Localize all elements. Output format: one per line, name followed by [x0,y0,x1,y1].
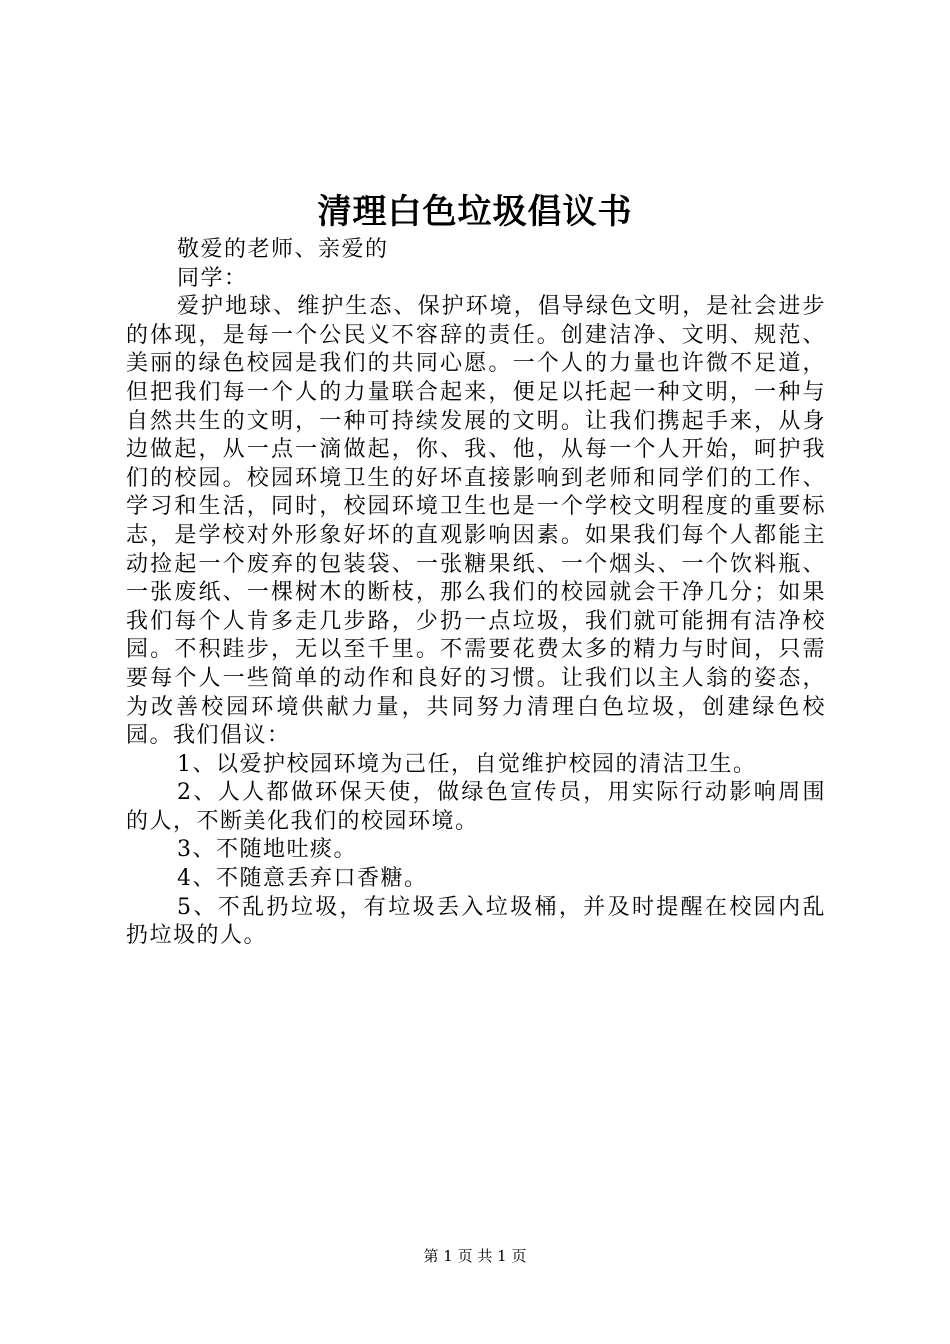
proposal-item-1: 1、以爱护校园环境为己任，自觉维护校园的清洁卫生。 [177,751,757,777]
document-title: 清理白色垃圾倡议书 [317,192,633,232]
salutation-line-1: 敬爱的老师、亲爱的 [177,237,389,262]
page-footer: 第 1 页 共 1 页 [423,1247,527,1265]
proposal-item-5: 5、不乱扔垃圾，有垃圾丢入垃圾桶，并及时提醒在校园内乱扔垃圾的人。 [126,894,826,949]
salutation-line-2: 同学： [177,265,248,291]
proposal-item-4: 4、不随意丢弃口香糖。 [177,866,428,892]
document-body [126,236,826,951]
proposal-item-2: 2、人人都做环保天使，做绿色宣传员，用实际行动影响周围的人，不断美化我们的校园环境。 [126,780,826,834]
proposal-item-3: 3、不随地吐痰。 [177,837,357,863]
main-paragraph: 爱护地球、维护生态、保护环境，倡导绿色文明，是社会进步的体现，是每一个公民义不容辞的责任。创建洁净、文明、规范、美丽的绿色校园是我们的共同心愿。一个人的力量也许微不足道，但把我们每一个人的力量联合起来，便足以托起一种文明，一种与自然共生的文明，一种可持续发展的文明。让我们携起手来，从身边做起，从一点一滴做起，你、我、他，从每一个人开始，呵护我们的校园。校园环境卫生的好坏直接影响到老师和同学们的工作、学习和生活，同时，校园环境卫生也是一个学校文明程度的重要标志，是学校对外形象好坏的直观影响因素。如果我们每个人都能主动捡起一个废弃的包装袋、一张糖果纸、一个烟头、一个饮料瓶、一张废纸、一棵树木的断枝，那么我们的校园就会干净几分；如果我们每个人肯多走几步路，少扔一点垃圾，我们就可能拥有洁净校园。不积跬步，无以至千里。不需要花费太多的精力与时间，只需要每个人一些简单的动作和良好的习惯。让我们以主人翁的姿态，为改善校园环境供献力量，共同努力清理白色垃圾，创建绿色校园。我们倡议： [126,294,826,749]
